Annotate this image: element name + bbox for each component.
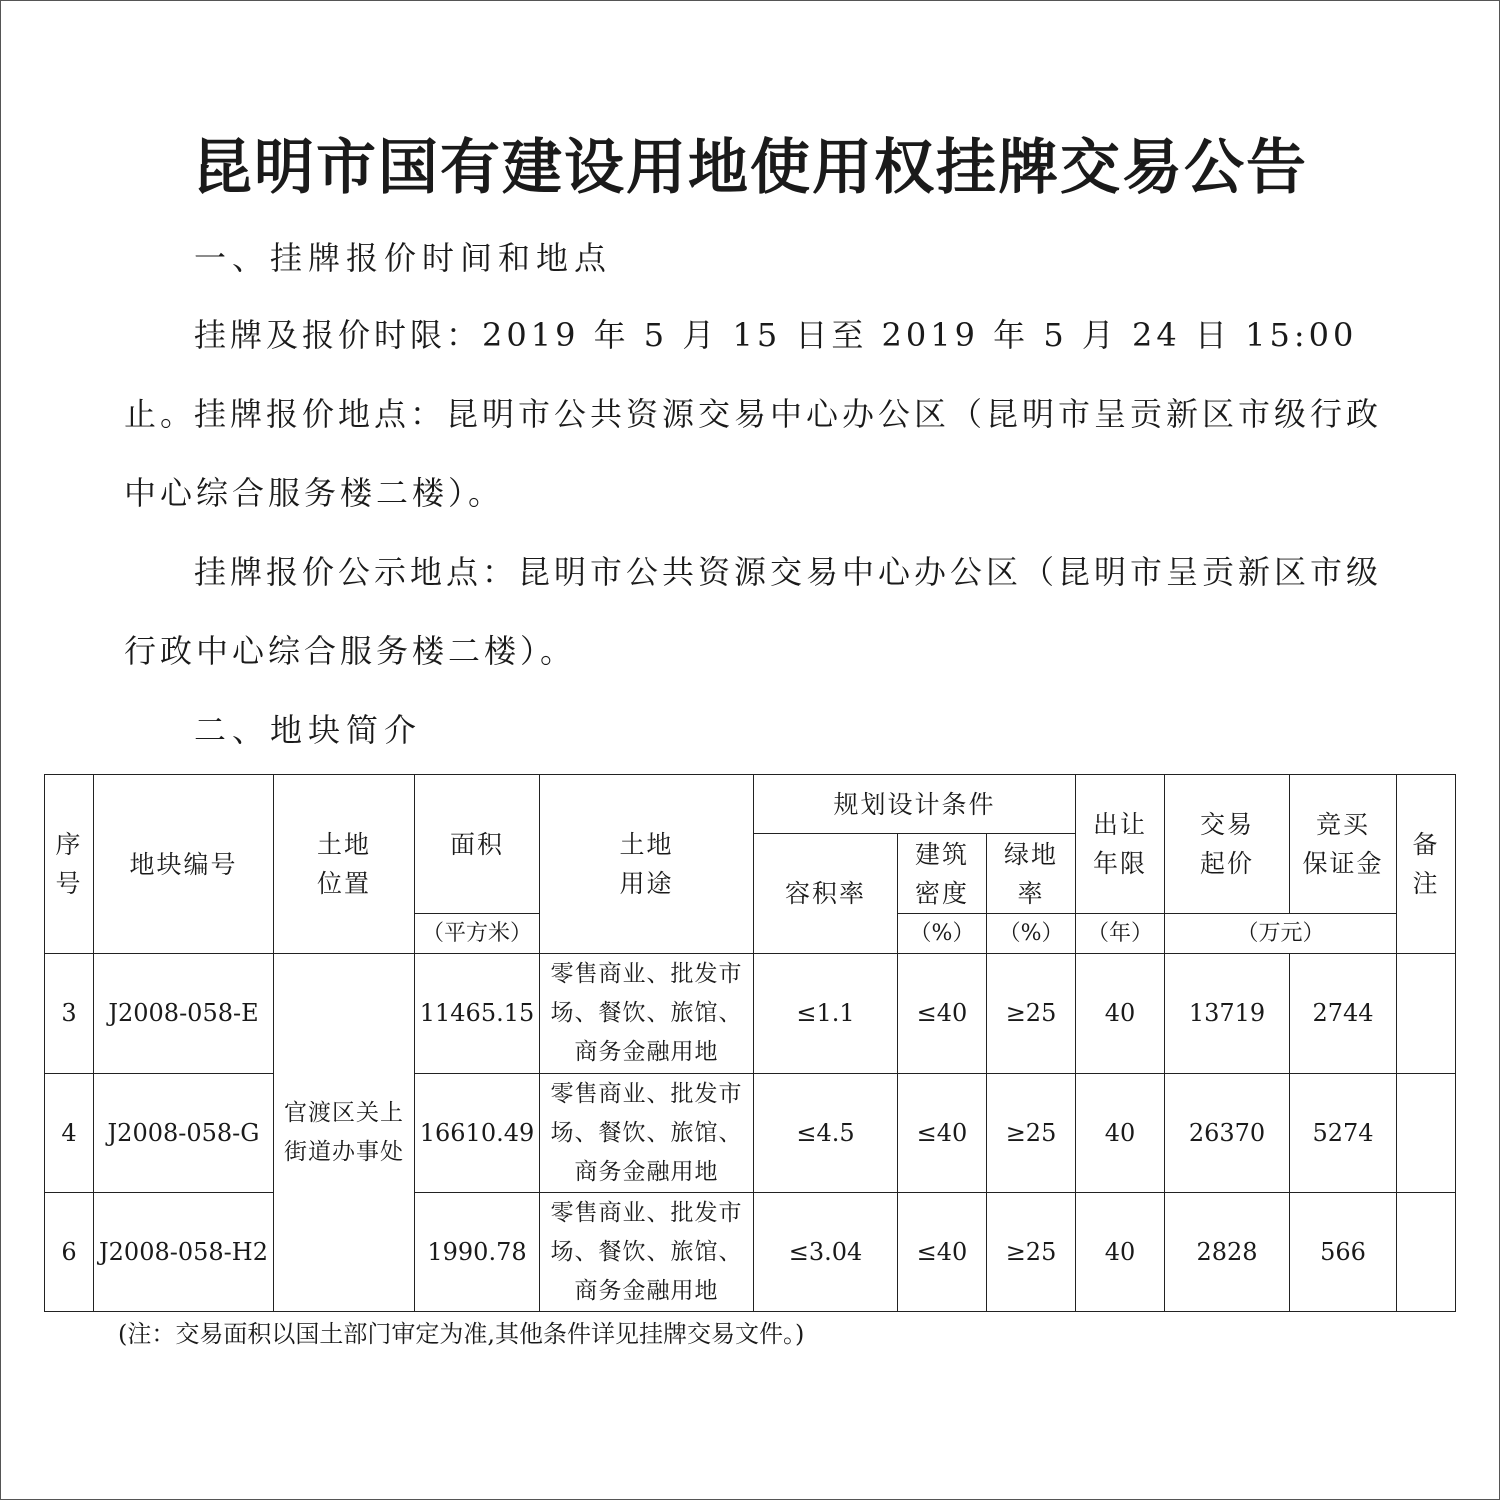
cell-far: ≤1.1 [754, 954, 898, 1074]
header-far: 容积率 [754, 834, 898, 954]
unit-area: （平方米） [415, 914, 540, 954]
header-remark: 备 注 [1397, 775, 1456, 954]
cell-remark [1397, 1193, 1456, 1312]
cell-seq: 4 [45, 1074, 94, 1193]
unit-green: （%） [987, 914, 1076, 954]
cell-far: ≤3.04 [754, 1193, 898, 1312]
header-term: 出让 年限 [1076, 775, 1165, 914]
section-1-heading: 一、挂牌报价时间和地点 [194, 239, 613, 277]
cell-density: ≤40 [898, 954, 987, 1074]
unit-term: （年） [1076, 914, 1165, 954]
cell-price: 13719 [1165, 954, 1290, 1074]
listing-period: 挂牌及报价时限：2019 年 5 月 15 日至 2019 年 5 月 24 日 15:00 止。 [124, 316, 1358, 433]
cell-area: 16610.49 [415, 1074, 540, 1193]
plot-table [44, 774, 1456, 1312]
unit-money: （万元） [1165, 914, 1397, 954]
cell-term: 40 [1076, 954, 1165, 1074]
header-green: 绿地 率 [987, 834, 1076, 914]
cell-price: 26370 [1165, 1074, 1290, 1193]
header-location: 土地 位置 [274, 775, 415, 954]
cell-green: ≥25 [987, 1193, 1076, 1312]
cell-green: ≥25 [987, 954, 1076, 1074]
cell-location: 官渡区关上 街道办事处 [274, 954, 415, 1312]
cell-term: 40 [1076, 1193, 1165, 1312]
cell-area: 11465.15 [415, 954, 540, 1074]
cell-seq: 3 [45, 954, 94, 1074]
cell-use: 零售商业、批发市 场、餐饮、旅馆、 商务金融用地 [540, 1074, 754, 1193]
table-row [45, 954, 1456, 1074]
section-2-heading: 二、地块简介 [194, 711, 423, 749]
cell-use: 零售商业、批发市 场、餐饮、旅馆、 商务金融用地 [540, 954, 754, 1074]
header-planning: 规划设计条件 [754, 775, 1076, 834]
cell-remark [1397, 954, 1456, 1074]
cell-plot-no: J2008-058-G [94, 1074, 274, 1193]
table-note: (注：交易面积以国土部门审定为准,其他条件详见挂牌交易文件。) [118, 1320, 805, 1348]
header-area: 面积 [415, 775, 540, 914]
cell-term: 40 [1076, 1074, 1165, 1193]
header-deposit: 竞买 保证金 [1290, 775, 1397, 914]
notice-location: 挂牌报价公示地点：昆明市公共资源交易中心办公区（昆明市呈贡新区市级行政中心综合服务楼二楼）。 [124, 553, 1383, 670]
cell-price: 2828 [1165, 1193, 1290, 1312]
header-plot-no: 地块编号 [94, 775, 274, 954]
cell-deposit: 566 [1290, 1193, 1397, 1312]
unit-density: （%） [898, 914, 987, 954]
header-use: 土地 用途 [540, 775, 754, 954]
header-density: 建筑 密度 [898, 834, 987, 914]
listing-location: 挂牌报价地点：昆明市公共资源交易中心办公区（昆明市呈贡新区市级行政中心综合服务楼二楼）。 [124, 395, 1383, 512]
cell-remark [1397, 1074, 1456, 1193]
cell-plot-no: J2008-058-E [94, 954, 274, 1074]
cell-density: ≤40 [898, 1074, 987, 1193]
cell-use: 零售商业、批发市 场、餐饮、旅馆、 商务金融用地 [540, 1193, 754, 1312]
cell-seq: 6 [45, 1193, 94, 1312]
cell-far: ≤4.5 [754, 1074, 898, 1193]
cell-deposit: 2744 [1290, 954, 1397, 1074]
cell-deposit: 5274 [1290, 1074, 1397, 1193]
cell-density: ≤40 [898, 1193, 987, 1312]
page-title: 昆明市国有建设用地使用权挂牌交易公告 [192, 133, 1308, 203]
cell-plot-no: J2008-058-H2 [94, 1193, 274, 1312]
table-row [45, 1193, 1456, 1312]
header-seq: 序 号 [45, 775, 94, 954]
cell-area: 1990.78 [415, 1193, 540, 1312]
table-row [45, 1074, 1456, 1193]
header-price: 交易 起价 [1165, 775, 1290, 914]
cell-green: ≥25 [987, 1074, 1076, 1193]
